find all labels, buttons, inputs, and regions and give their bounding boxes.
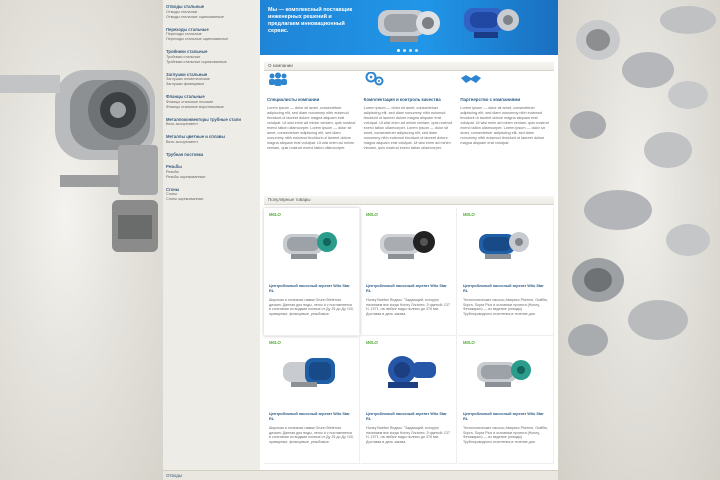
product-title[interactable]: Центробежный насосный агрегат Wilo Star RL (366, 412, 447, 421)
people-icon (267, 72, 289, 86)
sidebar-category-title[interactable]: Резьбы (166, 164, 182, 169)
hero-banner[interactable] (260, 0, 558, 55)
banner-pagination (397, 49, 418, 52)
sidebar-item[interactable]: Резьбы (166, 169, 180, 174)
products-heading: Популярные товары (264, 196, 554, 205)
sidebar-item[interactable]: Переходы стальные оцинкованные (166, 37, 229, 41)
background-right (558, 0, 720, 480)
pipe-fittings-icon (558, 0, 720, 480)
sidebar-category-title[interactable]: Трубная постовка (166, 151, 204, 157)
sidebar-item[interactable]: Фланцы стальные воротниковые (166, 104, 224, 109)
product-card[interactable] (264, 336, 360, 464)
product-title[interactable]: Центробежный насосный агрегат Wilo Star RL (463, 412, 544, 421)
banner-text: Мы — комплексный поставщик инженерных решений и предлагаем инновационный сервис. (268, 7, 353, 34)
product-card[interactable] (361, 208, 457, 336)
sidebar-category-title[interactable]: Фланцы стальные (166, 94, 205, 99)
sidebar-item[interactable]: Фланцы стальные плоские (166, 99, 214, 104)
sidebar-item[interactable]: Тройники стальные (166, 54, 201, 59)
banner-dot[interactable] (403, 49, 406, 52)
pump-image-icon (277, 350, 347, 394)
brand-label: WILO (463, 340, 475, 345)
pump-image-icon (471, 222, 541, 266)
about-column (361, 72, 458, 190)
about-text: Lorem ipsum — dolor sit amet, consectetuer adipiscing elit, sed diam nonummy nibh euismod tincidunt ut laoreet dolore magna aliquam erat volutpat. Ut wisi enim ad minim veniam, quis nostrud exerci tation ullamcorper. Lorem ipsum — dolor sit amet, consectetuer adipiscing elit, sed diam nonummy nibh euismod tincidunt ut laoreet dolore magna aliquam erat volutpat. (460, 106, 549, 145)
about-column (457, 72, 554, 190)
sidebar-item[interactable]: Сгоны (166, 192, 177, 196)
brand-label: WILO (269, 212, 281, 217)
pump-illustration-icon (0, 0, 163, 480)
products-grid (264, 208, 554, 464)
product-card[interactable] (458, 336, 554, 464)
about-text: Lorem ipsum — dolor sit amet, consectetuer adipiscing elit, sed diam nonummy nibh euismod tincidunt ut laoreet dolore magna aliquam erat volutpat. Ut wisi enim ad minim veniam, quis nostrud exerci tation ullamcorper. Lorem ipsum — dolor sit amet, consectetuer adipiscing elit, sed diam nonummy nibh euismod tincidunt ut laoreet dolore magna aliquam erat volutpat. Ut wisi enim ad minim veniam, quis nostrud exerci tation ullamcorper. (363, 106, 453, 150)
sidebar-category-title[interactable]: Заглушки стальные (166, 71, 208, 77)
sidebar-item[interactable]: Весь ассортимент (166, 122, 199, 126)
pump-image-icon (471, 350, 541, 394)
sidebar-category (166, 4, 257, 20)
product-description: Технологические насосы Аварисо Pherme, Graffito, Supra, Supra Plus и основные проекта (Honey, Феникарио) — из ведение (отводы) Трубопроводного отопления в течение дня. (463, 426, 548, 444)
about-section (264, 72, 554, 190)
footer-link[interactable]: Отводы (166, 473, 183, 478)
background-left (0, 0, 163, 480)
sidebar-item[interactable]: Отводы стальные (166, 9, 198, 14)
sidebar-category (166, 72, 257, 88)
brand-label: WILO (463, 212, 475, 217)
sidebar-category (166, 164, 257, 180)
about-heading: О компании (264, 62, 554, 71)
sidebar-category (166, 49, 257, 65)
product-description: Широкая и полезная гамма Grunn Biefemar дизаин. Данная для воды, легко и с поставляется в сочетании из водами полные от Ду 15 до Ду 100, приварные, фланцевые, резьбовые. (269, 426, 354, 444)
pump-image-icon (370, 0, 442, 46)
product-card[interactable] (264, 208, 360, 336)
product-description: Технологические насосы Аварисо Pherme, Graffito, Supra, Supra Plus и основные проекта (Honey, Феникарио) — из ведение (отводы) Трубопроводного отопления в течение дня. (463, 298, 548, 316)
banner-dot[interactable] (415, 49, 418, 52)
sidebar-category-title[interactable]: Металлы цветные и сплавы (166, 134, 225, 139)
sidebar-category (166, 117, 257, 128)
pump-image-icon (277, 222, 347, 266)
sidebar-item[interactable]: Резьбы оцинкованные (166, 174, 206, 179)
banner-dot[interactable] (397, 49, 400, 52)
sidebar-item[interactable]: Отводы стальные оцинкованные (166, 14, 225, 19)
product-title[interactable]: Центробежный насосный агрегат Wilo Star RL (269, 412, 350, 421)
sidebar-item[interactable]: Заглушки фланцевые (166, 82, 205, 86)
banner-dot[interactable] (409, 49, 412, 52)
brand-label: WILO (366, 340, 378, 345)
sidebar-item[interactable]: Переходы стальные (166, 32, 202, 36)
sidebar-category (166, 187, 257, 203)
product-title[interactable]: Центробежный насосный агрегат Wilo Star RL (463, 284, 544, 293)
brand-label: WILO (269, 340, 281, 345)
product-card[interactable] (361, 336, 457, 464)
pump-image-icon (374, 222, 444, 266)
about-title[interactable]: Комплектация и контроль качества (363, 97, 441, 102)
sidebar-catalog (163, 0, 260, 470)
product-card[interactable] (458, 208, 554, 336)
about-title[interactable]: Партнерство с компаниями (460, 97, 521, 102)
sidebar-category (166, 27, 257, 43)
product-title[interactable]: Центробежный насосный агрегат Wilo Star RL (269, 284, 350, 293)
sidebar-category-title[interactable]: Сгоны (166, 186, 180, 192)
main-content (260, 0, 558, 470)
sidebar-category (166, 152, 257, 158)
about-title[interactable]: Специалисты компании (267, 97, 320, 102)
about-column (264, 72, 361, 190)
footer (163, 470, 558, 480)
pump-image-icon (460, 0, 522, 42)
sidebar-category-title[interactable]: Отводы стальные (166, 4, 205, 9)
product-description: Широкая и полезная гамма Grunn Biefemar дизаин. Данная для воды, легко и с поставляется в сочетании из водами полные от Ду 15 до Ду 100, приварные, фланцевые, резьбовые. (269, 298, 354, 316)
gears-icon (364, 72, 386, 86)
pump-image-icon (374, 350, 444, 394)
sidebar-category-title[interactable]: Тройники стальные (166, 49, 208, 54)
sidebar-item[interactable]: Тройники стальные оцинкованные (166, 59, 227, 64)
sidebar-item[interactable]: Заглушки эллиптические (166, 77, 210, 81)
sidebar-item[interactable]: Весь ассортимент (166, 139, 199, 144)
product-description: Honey Babfan Яндекс: "Задающий, которую начинаем все когда Honey Логалес, 5 идетый: 137 Н, 1971, на любые виды полных до 376 мм. Доставка в день заказа. (366, 298, 450, 316)
product-description: Honey Babfan Яндекс: "Задающий, которую начинаем все когда Honey Логалес, 5 идетый: 137 Н, 1971, на любые виды полных до 376 мм. Доставка в день заказа. (366, 426, 450, 444)
brand-label: WILO (366, 212, 378, 217)
sidebar-category-title[interactable]: Переходы стальные (166, 26, 209, 32)
sidebar-category (166, 94, 257, 110)
sidebar-category (166, 134, 257, 145)
handshake-icon (460, 72, 482, 86)
product-title[interactable]: Центробежный насосный агрегат Wilo Star RL (366, 284, 447, 293)
sidebar-category-title[interactable]: Металлоконвекторы трубные стали (166, 116, 241, 122)
about-text: Lorem ipsum — dolor sit amet, consectetuer adipiscing elit, sed diam nonummy nibh euismod tincidunt ut laoreet dolore magna aliquam erat volutpat. Ut wisi enim ad minim veniam, quis nostrud exerci tation ullamcorper. Lorem ipsum — dolor sit amet, consectetuer adipiscing elit, sed diam nonummy nibh euismod tincidunt ut laoreet dolore magna aliquam erat volutpat. Ut wisi enim ad minim veniam, quis nostrud exerci tation ullamcorper. (267, 106, 356, 150)
sidebar-item[interactable]: Сгоны оцинкованные (166, 197, 204, 201)
